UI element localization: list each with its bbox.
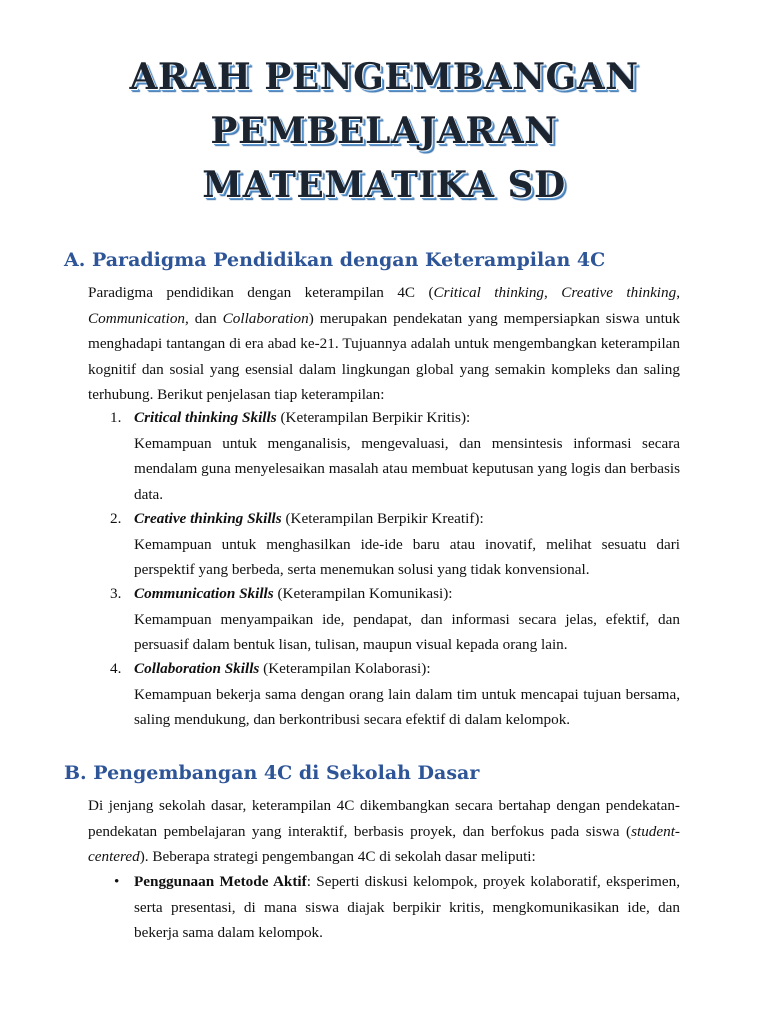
skill-description: Kemampuan untuk menghasilkan ide-ide baru atau inovatif, melihat sesuatu dari perspektif yang berbeda, serta menemukan solusi yang tidak konvensional.	[134, 535, 680, 578]
skill-heading: Critical thinking Skills (Keterampilan Berpikir Kritis):	[134, 409, 471, 426]
skill-heading: Collaboration Skills (Keterampilan Kolaborasi):	[134, 660, 431, 677]
title-line-2: PEMBELAJARAN	[210, 110, 558, 152]
list-number: 4.	[110, 660, 122, 677]
list-number: 2.	[110, 510, 122, 527]
skill-heading: Communication Skills (Keterampilan Komunikasi):	[134, 585, 453, 602]
bullet-text: Penggunaan Metode Aktif: Seperti diskusi kelompok, proyek kolaboratif, eksperimen, serta presentasi, di mana siswa diajak berpikir kritis, mengkomunikasikan ide, dan bekerja sama dalam kelompok.	[134, 873, 680, 941]
skill-description: Kemampuan untuk menganalisis, mengevaluasi, dan mensintesis informasi secara mendalam guna menyelesaikan masalah atau membuat keputusan yang logis dan berbasis data.	[134, 434, 680, 503]
document-title	[0, 50, 768, 212]
title-line-1: ARAH PENGEMBANGAN	[129, 56, 639, 98]
title-line-3: MATEMATIKA SD	[202, 164, 566, 206]
skill-heading: Creative thinking Skills (Keterampilan Berpikir Kreatif):	[134, 510, 484, 527]
list-number: 3.	[110, 585, 122, 602]
section-a-intro: Paradigma pendidikan dengan keterampilan 4C (Critical thinking, Creative thinking, Communication, dan Collaboration) merupakan pendekatan yang mempersiapkan siswa untuk menghadapi tantangan di era abad ke-21. Tujuannya adalah untuk mengembangkan keterampilan kognitif dan sosial yang esensial dalam lingkungan global yang semakin kompleks dan saling terhubung. Berikut penjelasan tiap keterampilan:	[88, 284, 681, 403]
skill-description: Kemampuan menyampaikan ide, pendapat, dan informasi secara jelas, efektif, dan persuasif dalam bentuk lisan, tulisan, maupun visual kepada orang lain.	[134, 610, 680, 653]
bullet-marker: •	[114, 873, 120, 890]
section-b-heading: B. Pengembangan 4C di Sekolah Dasar	[64, 762, 480, 784]
section-b-intro: Di jenjang sekolah dasar, keterampilan 4C dikembangkan secara bertahap dengan pendekatan-pendekatan pembelajaran yang interaktif, berbasis proyek, dan berfokus pada siswa (student-centered). Beberapa strategi pengembangan 4C di sekolah dasar meliputi:	[88, 797, 680, 865]
list-number: 1.	[110, 409, 122, 426]
skill-description: Kemampuan bekerja sama dengan orang lain dalam tim untuk mencapai tujuan bersama, saling mendukung, dan berkontribusi secara efektif di dalam kelompok.	[134, 685, 680, 728]
section-a-heading: A. Paradigma Pendidikan dengan Keterampilan 4C	[64, 249, 606, 271]
